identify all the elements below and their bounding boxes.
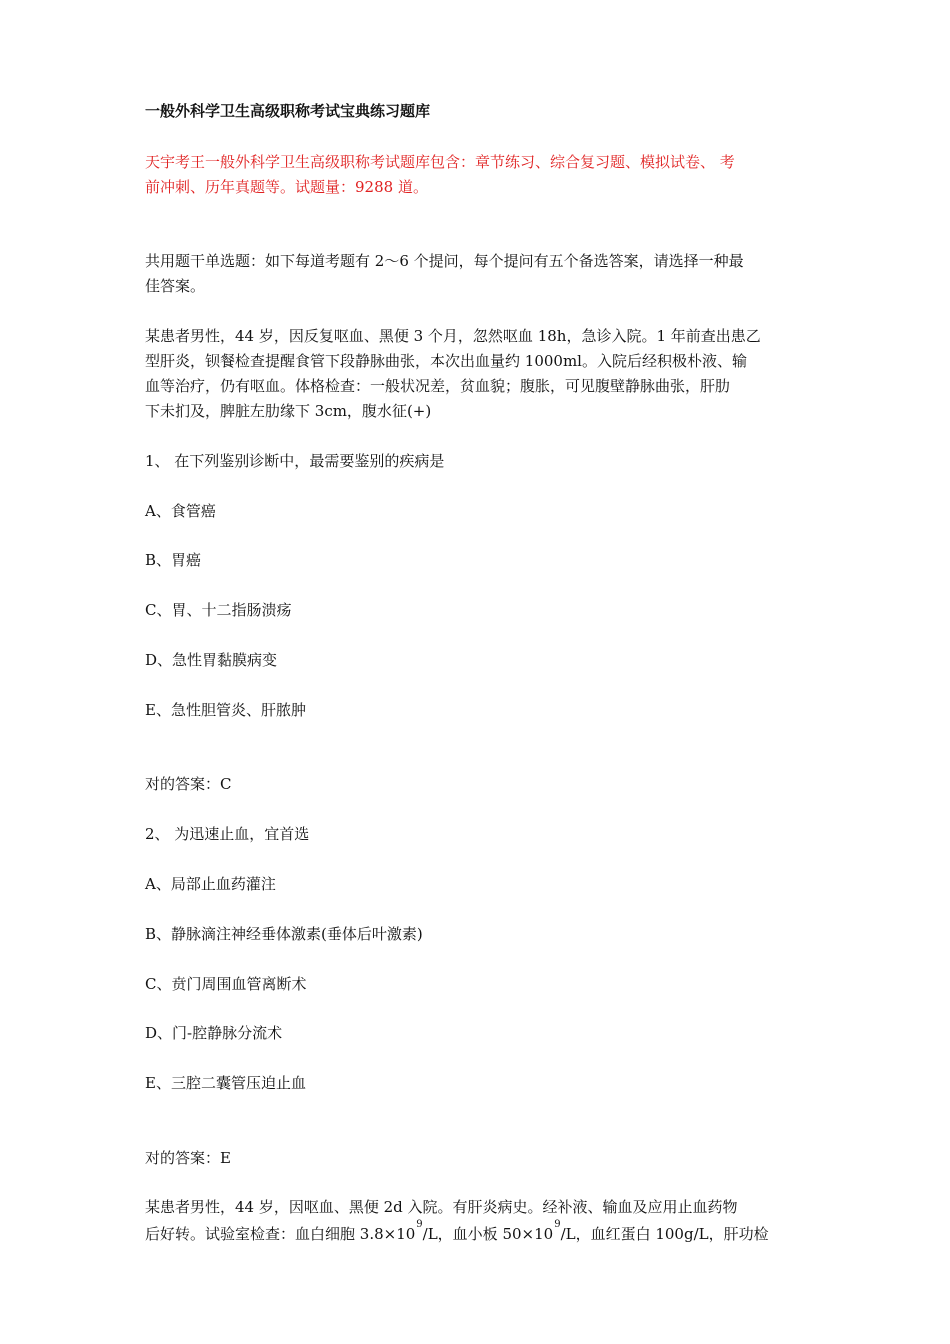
question-1-option-a: A、食管癌 bbox=[145, 502, 216, 520]
case2-line-1: 某患者男性，44 岁，因呕血、黑便 2d 入院。有肝炎病史。经补液、输血及应用止血药物 bbox=[145, 1198, 738, 1216]
question-2-option-e: E、三腔二囊管压迫止血 bbox=[145, 1074, 306, 1092]
document-title: 一般外科学卫生高级职称考试宝典练习题库 bbox=[145, 102, 431, 120]
question-1-answer: 对的答案：C bbox=[145, 775, 232, 793]
question-1-option-d: D、急性胃黏膜病变 bbox=[145, 651, 278, 669]
case1-line-2: 型肝炎，钡餐检查提醒食管下段静脉曲张，本次出血量约 1000ml。入院后经积极朴液、输 bbox=[145, 352, 747, 370]
case1-line-1: 某患者男性，44 岁，因反复呕血、黑便 3 个月，忽然呕血 18h，急诊入院。1 年前查出患乙 bbox=[145, 327, 761, 345]
intro-line-1: 天宇考王一般外科学卫生高级职称考试题库包含：章节练习、综合复习题、模拟试卷、 考 bbox=[145, 153, 735, 171]
question-2-option-c: C、贲门周围血管离断术 bbox=[145, 975, 307, 993]
superscript-exponent-1: 9 bbox=[416, 1219, 423, 1230]
question-1-option-c: C、胃、十二指肠溃疡 bbox=[145, 601, 292, 619]
case1-line-3: 血等治疗，仍有呕血。体格检查：一般状况差，贫血貌；腹胀，可见腹壁静脉曲张，肝肋 bbox=[145, 377, 731, 395]
question-2-option-d: D、门-腔静脉分流术 bbox=[145, 1024, 283, 1042]
instruction-line-2: 佳答案。 bbox=[145, 277, 206, 295]
case1-line-4: 下未扪及，脾脏左肋缘下 3cm，腹水征(+) bbox=[145, 402, 432, 420]
question-1-stem: 1、 在下列鉴别诊断中，最需要鉴别的疾病是 bbox=[145, 452, 445, 470]
question-1-option-e: E、急性胆管炎、肝脓肿 bbox=[145, 701, 306, 719]
question-2-option-b: B、静脉滴注神经垂体激素(垂体后叶激素) bbox=[145, 925, 423, 943]
case2-line-2-part-a: 后好转。试验室检查：血白细胞 3.8×10 bbox=[145, 1225, 416, 1243]
case2-line-2-part-b: /L，血小板 50×10 bbox=[422, 1225, 554, 1243]
case2-line-2 bbox=[145, 1219, 805, 1247]
superscript-exponent-2: 9 bbox=[554, 1219, 561, 1230]
instruction-line-1: 共用题干单选题：如下每道考题有 2～6 个提问，每个提问有五个备选答案，请选择一种最 bbox=[145, 252, 744, 270]
case2-line-2-part-c: /L，血红蛋白 100g/L，肝功检 bbox=[560, 1225, 769, 1243]
question-1-option-b: B、胃癌 bbox=[145, 551, 202, 569]
question-2-answer: 对的答案：E bbox=[145, 1149, 231, 1167]
question-2-option-a: A、局部止血药灌注 bbox=[145, 875, 276, 893]
intro-line-2: 前冲刺、历年真题等。试题量：9288 道。 bbox=[145, 178, 428, 196]
question-2-stem: 2、 为迅速止血，宜首选 bbox=[145, 825, 310, 843]
